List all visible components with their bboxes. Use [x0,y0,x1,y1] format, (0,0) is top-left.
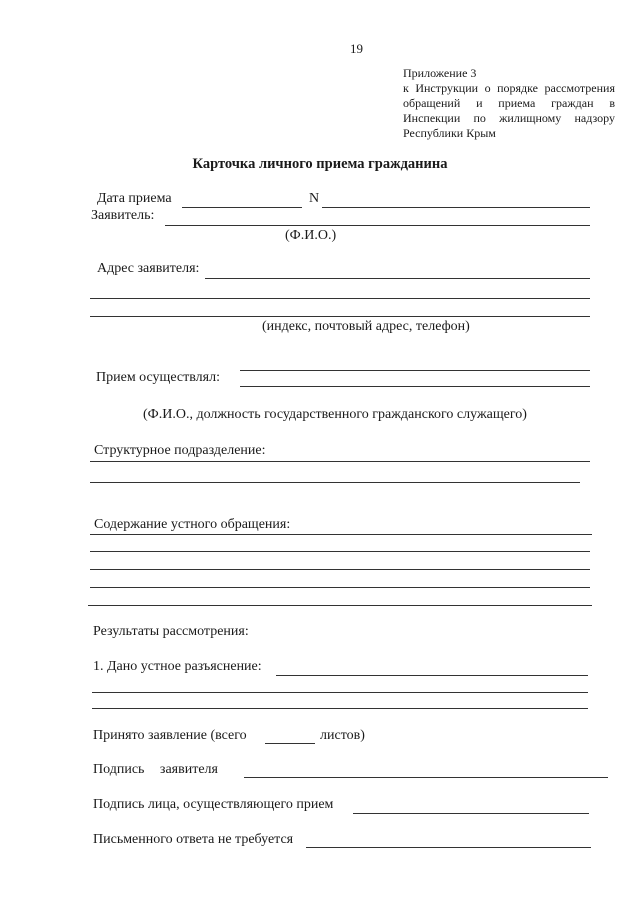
conducted-by-line[interactable] [240,370,590,371]
oral-explanation-line[interactable] [276,675,588,676]
applicant-label: Заявитель: [91,208,155,223]
statement-accepted-prefix: Принято заявление (всего [93,728,247,743]
page-number: 19 [350,41,363,56]
sheets-count-line[interactable] [265,743,315,744]
address-label: Адрес заявителя: [97,261,200,276]
oral-request-line[interactable] [88,605,592,606]
applicant-name-line[interactable] [165,225,590,226]
results-label: Результаты рассмотрения: [93,624,249,639]
appendix-line: Республики Крым [403,126,496,140]
reception-date-label: Дата приема [97,191,172,206]
address-line[interactable] [90,298,590,299]
appendix-line: Инспекции по жилищному надзору [403,111,615,125]
address-line[interactable] [205,278,590,279]
oral-request-line[interactable] [90,569,590,570]
department-line[interactable] [90,461,590,462]
appendix-line: Приложение 3 [403,66,477,80]
oral-request-line[interactable] [90,551,590,552]
conducted-by-label: Прием осуществлял: [96,370,220,385]
reception-date-line[interactable] [182,207,302,208]
applicant-signature-label: Подпись заявителя [93,762,218,777]
appendix-line: к Инструкции о порядке рассмотрения [403,81,615,95]
address-caption: (индекс, почтовый адрес, телефон) [262,319,470,334]
number-line[interactable] [322,207,590,208]
department-line[interactable] [90,482,580,483]
no-written-response-label: Письменного ответа не требуется [93,832,294,847]
applicant-signature-line[interactable] [244,777,608,778]
oral-request-line[interactable] [90,534,592,535]
document-title: Карточка личного приема гражданина [192,156,448,172]
oral-explanation-label: 1. Дано устное разъяснение: [93,659,262,674]
official-signature-label: Подпись лица, осуществляющего прием [93,797,334,812]
applicant-caption: (Ф.И.О.) [285,228,337,243]
oral-explanation-line[interactable] [92,692,588,693]
conducted-by-caption: (Ф.И.О., должность государственного гражданского служащего) [143,407,527,422]
address-line[interactable] [90,316,590,317]
appendix-note [403,66,615,141]
conducted-by-line[interactable] [240,386,590,387]
no-written-response-line[interactable] [306,847,591,848]
official-signature-line[interactable] [353,813,589,814]
oral-request-line[interactable] [90,587,590,588]
department-label: Структурное подразделение: [94,443,266,458]
oral-request-label: Содержание устного обращения: [94,517,291,532]
number-label: N [309,191,320,206]
oral-explanation-line[interactable] [92,708,588,709]
statement-accepted-suffix: листов) [320,728,365,743]
appendix-line: обращений и приема граждан в [403,96,615,110]
